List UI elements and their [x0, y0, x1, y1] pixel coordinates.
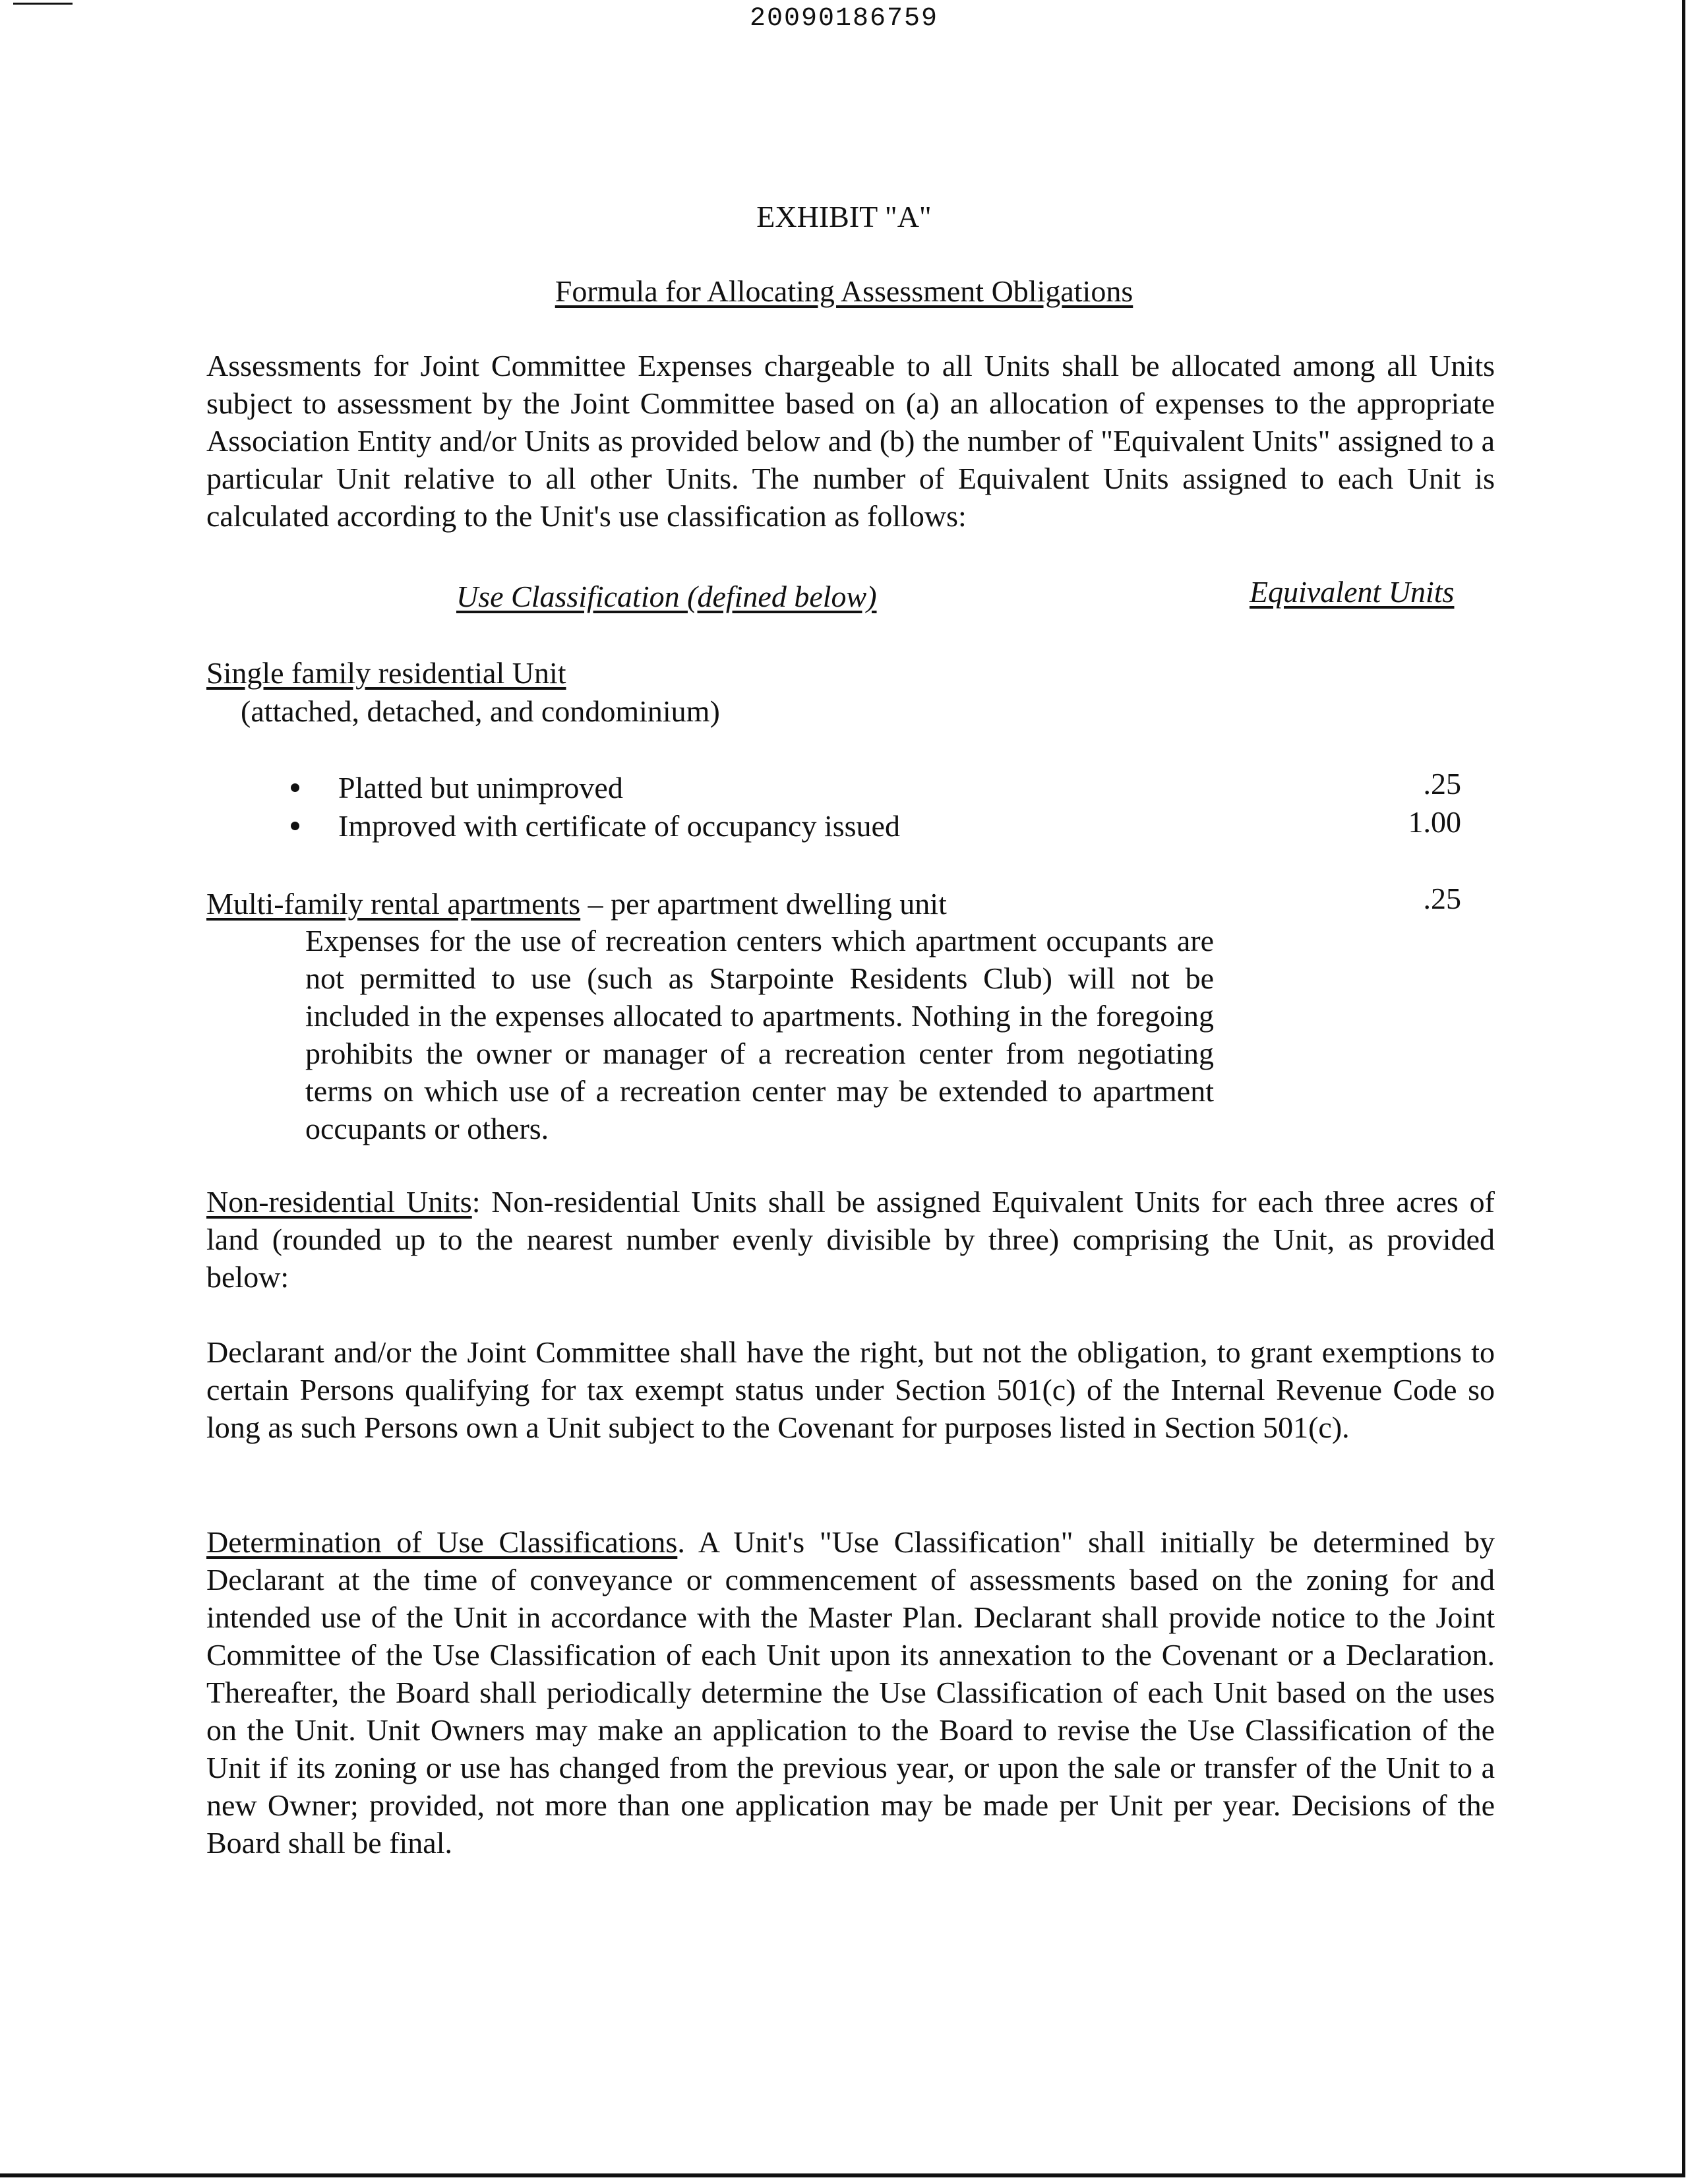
determination-paragraph	[206, 1523, 1495, 1862]
equivalent-units-header: Equivalent Units	[1250, 575, 1455, 609]
multi-family-note: Expenses for the use of recreation centers which apartment occupants are not permitted to use (such as Starpointe Residents Club) will not be included in the expenses allocated to apartments. Nothing in the foregoing prohibits the owner or manager of a recreation center from negotiating terms on which use of a recreation center may be extended to apartment occupants or others.	[305, 924, 1214, 1145]
exhibit-title: EXHIBIT "A"	[756, 200, 932, 233]
multi-family-rest: – per apartment dwelling unit	[580, 887, 947, 921]
non-residential-heading: Non-residential Units	[206, 1185, 472, 1219]
page-border-right	[1682, 0, 1685, 2173]
bullet-icon	[291, 822, 299, 830]
page-border-bottom	[0, 2173, 1685, 2177]
determination-heading: Determination of Use Classifications	[206, 1525, 678, 1559]
determination-text: . A Unit's "Use Classification" shall initially be determined by Declarant at the time of conveyance or commencement of assessments based on the zoning for and intended use of the Unit in accordance with the Master Plan. Declarant shall provide notice to the Joint Committee of the Use Classification of each Unit upon its annexation to the Covenant or a Declaration. Thereafter, the Board shall periodically determine the Use Classification of each Unit based on the uses on the Unit. Unit Owners may make an application to the Board to revise the Use Classification of the Unit if its zoning or use has changed from the previous year, or upon the sale or transfer of the Unit to a new Owner; provided, not more than one application may be made per Unit per year. Decisions of the Board shall be final.	[206, 1525, 1495, 1860]
intro-paragraph: Assessments for Joint Committee Expenses chargeable to all Units shall be allocated among all Units subject to assessment by the Joint Committee based on (a) an allocation of expenses to the appropriate Association Entity and/or Units as provided below and (b) the number of "Equivalent Units" assigned to a particular Unit relative to all other Units. The number of Equivalent Units assigned to each Unit is calculated according to the Unit's use classification as follows:	[206, 349, 1495, 533]
single-family-item-value: .25	[1423, 767, 1461, 801]
multi-family-value: .25	[1423, 882, 1461, 915]
bullet-icon	[291, 783, 299, 792]
single-family-item-value: 1.00	[1408, 805, 1461, 839]
single-family-subheading: (attached, detached, and condominium)	[241, 694, 720, 728]
use-classification-header: Use Classification (defined below)	[456, 580, 877, 613]
document-number: 20090186759	[749, 4, 939, 34]
single-family-item-label: Improved with certificate of occupancy issued	[338, 809, 900, 843]
single-family-heading: Single family residential Unit	[206, 656, 566, 690]
non-residential-text: : Non-residential Units shall be assigned Equivalent Units for each three acres of land (rounded up to the nearest number evenly divisible by three) comprising the Unit, as provided below:	[206, 1185, 1495, 1294]
multi-family-line	[206, 885, 947, 923]
exemptions-paragraph: Declarant and/or the Joint Committee shall have the right, but not the obligation, to grant exemptions to certain Persons qualifying for tax exempt status under Section 501(c) of the Internal Revenue Code so long as such Persons own a Unit subject to the Covenant for purposes listed in Section 501(c).	[206, 1335, 1495, 1444]
single-family-item-label: Platted but unimproved	[338, 771, 623, 804]
multi-family-heading: Multi-family rental apartments	[206, 887, 581, 921]
exhibit-subtitle: Formula for Allocating Assessment Obligations	[555, 274, 1133, 308]
non-residential-paragraph	[206, 1183, 1495, 1296]
